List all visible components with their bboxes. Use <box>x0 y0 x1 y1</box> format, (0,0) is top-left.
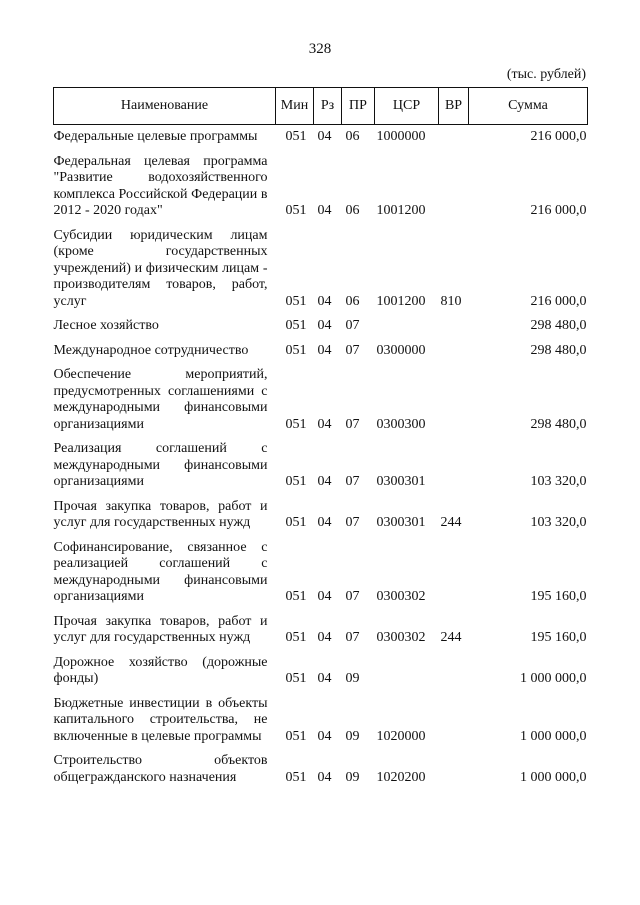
row-sum: 298 480,0 <box>530 318 587 333</box>
row-vr <box>439 650 469 691</box>
row-sum: 103 320,0 <box>530 515 587 530</box>
row-rz: 04 <box>317 416 332 432</box>
row-csr: 1001200 <box>376 293 426 309</box>
row-sum: 1 000 000,0 <box>520 769 587 785</box>
row-pr: 07 <box>345 342 360 358</box>
row-pr: 07 <box>345 630 360 645</box>
table-row <box>54 338 588 363</box>
table-header-row <box>54 88 588 125</box>
row-name: Прочая закупка товаров, работ и услуг для государственных нужд <box>53 498 268 530</box>
row-pr: 06 <box>345 129 360 144</box>
units-label: (тыс. рублей) <box>506 67 586 82</box>
row-pr: 09 <box>345 671 360 686</box>
row-csr: 1001200 <box>376 203 426 218</box>
row-name: Дорожное хозяйство (дорожные фонды) <box>53 654 268 686</box>
table-row <box>54 609 588 650</box>
row-csr <box>375 650 439 691</box>
row-min: 051 <box>285 769 307 785</box>
header-vr: ВР <box>439 88 469 125</box>
row-min: 051 <box>285 416 307 432</box>
table-row <box>54 223 588 314</box>
row-sum: 103 320,0 <box>530 474 587 489</box>
header-csr: ЦСР <box>375 88 439 125</box>
row-pr: 07 <box>345 318 360 333</box>
budget-table <box>53 87 588 789</box>
row-vr <box>439 125 469 149</box>
row-name: Обеспечение мероприятий, предусмотренных соглашениями с международными финансовыми организациями <box>53 367 268 432</box>
row-pr: 07 <box>345 474 360 489</box>
row-sum: 216 000,0 <box>530 129 587 144</box>
row-rz: 04 <box>317 129 332 144</box>
row-pr: 06 <box>345 293 360 309</box>
row-pr: 06 <box>345 203 360 218</box>
row-name: Бюджетные инвестиции в объекты капитального строительства, не включенные в целевые программы <box>53 695 268 744</box>
table-row <box>54 748 588 789</box>
row-vr: 810 <box>440 293 462 309</box>
row-rz: 04 <box>317 515 332 530</box>
row-pr: 07 <box>345 416 360 432</box>
row-vr <box>439 338 469 363</box>
row-vr <box>439 313 469 338</box>
row-pr: 09 <box>345 728 360 744</box>
row-min: 051 <box>285 728 307 744</box>
row-rz: 04 <box>317 293 332 309</box>
row-name: Федеральные целевые программы <box>53 129 258 144</box>
row-min: 051 <box>285 293 307 309</box>
table-row <box>54 362 588 436</box>
table-row <box>54 149 588 223</box>
header-sum: Сумма <box>469 88 588 125</box>
row-name: Строительство объектов общегражданского назначения <box>53 753 268 785</box>
row-rz: 04 <box>317 769 332 785</box>
row-csr: 0300300 <box>376 416 426 432</box>
header-name: Наименование <box>54 88 276 125</box>
row-sum: 298 480,0 <box>530 342 587 358</box>
row-pr: 09 <box>345 769 360 785</box>
row-csr: 0300302 <box>376 630 426 645</box>
row-min: 051 <box>285 589 307 604</box>
row-name: Лесное хозяйство <box>53 318 159 333</box>
row-min: 051 <box>285 203 307 218</box>
row-rz: 04 <box>317 318 332 333</box>
row-sum: 298 480,0 <box>530 416 587 432</box>
table-row <box>54 436 588 494</box>
page-number: 328 <box>308 41 332 57</box>
row-vr: 244 <box>440 630 462 645</box>
row-csr: 0300301 <box>376 515 426 530</box>
row-csr: 1000000 <box>376 129 426 144</box>
row-vr: 244 <box>440 515 462 530</box>
table-row <box>54 494 588 535</box>
row-rz: 04 <box>317 203 332 218</box>
row-sum: 216 000,0 <box>530 293 587 309</box>
row-name: Международное сотрудничество <box>53 342 249 358</box>
row-csr: 0300302 <box>376 589 426 604</box>
row-vr <box>439 748 469 789</box>
row-name: Софинансирование, связанное с реализацией соглашений с международными финансовыми организациями <box>53 539 268 604</box>
row-csr <box>375 313 439 338</box>
row-rz: 04 <box>317 589 332 604</box>
row-rz: 04 <box>317 728 332 744</box>
row-vr <box>439 149 469 223</box>
header-rz: Рз <box>314 88 342 125</box>
row-csr: 1020000 <box>376 728 426 744</box>
row-pr: 07 <box>345 515 360 530</box>
row-name: Прочая закупка товаров, работ и услуг для государственных нужд <box>53 613 268 645</box>
header-pr: ПР <box>342 88 375 125</box>
row-name: Реализация соглашений с международными финансовыми организациями <box>53 441 268 489</box>
row-sum: 1 000 000,0 <box>520 671 587 686</box>
table-row <box>54 691 588 749</box>
row-pr: 07 <box>345 589 360 604</box>
row-name: Субсидии юридическим лицам (кроме государственных учреждений) и физическим лицам - производителям товаров, работ, услуг <box>53 227 268 309</box>
row-sum: 195 160,0 <box>530 589 587 604</box>
table-row <box>54 125 588 149</box>
header-min: Мин <box>276 88 314 125</box>
row-sum: 1 000 000,0 <box>520 728 587 744</box>
row-sum: 216 000,0 <box>530 203 587 218</box>
row-min: 051 <box>285 129 307 144</box>
row-rz: 04 <box>317 671 332 686</box>
row-sum: 195 160,0 <box>530 630 587 645</box>
row-min: 051 <box>285 318 307 333</box>
table-row <box>54 650 588 691</box>
row-vr <box>439 362 469 436</box>
row-min: 051 <box>285 630 307 645</box>
row-vr <box>439 535 469 609</box>
row-min: 051 <box>285 474 307 489</box>
row-vr <box>439 436 469 494</box>
row-name: Федеральная целевая программа "Развитие водохозяйственного комплекса Российской Федерации в 2012 - 2020 годах" <box>53 153 268 218</box>
row-csr: 1020200 <box>376 769 426 785</box>
row-min: 051 <box>285 671 307 686</box>
row-min: 051 <box>285 515 307 530</box>
table-row <box>54 535 588 609</box>
row-csr: 0300301 <box>376 474 426 489</box>
row-vr <box>439 691 469 749</box>
row-rz: 04 <box>317 342 332 358</box>
row-rz: 04 <box>317 474 332 489</box>
table-row <box>54 313 588 338</box>
row-min: 051 <box>285 342 307 358</box>
row-csr: 0300000 <box>376 342 426 358</box>
row-rz: 04 <box>317 630 332 645</box>
